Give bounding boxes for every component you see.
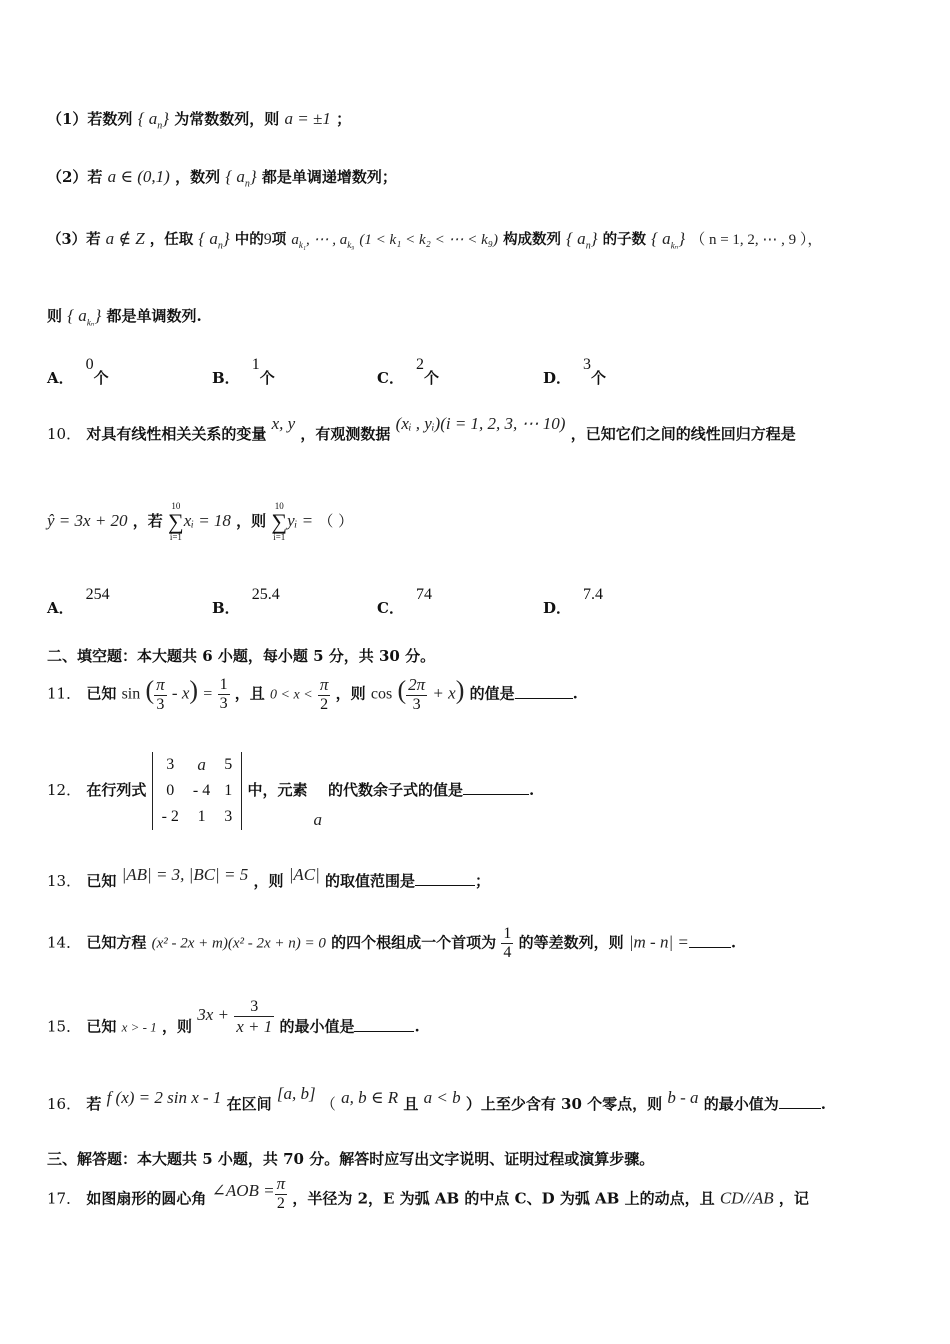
seq-close: } — [249, 167, 257, 186]
seq-sub: n — [244, 178, 250, 190]
q9-option-a[interactable] — [47, 356, 109, 388]
math-function: f (x) = 2 sin x - 1 — [106, 1088, 222, 1107]
text: ）上至少含有 30 个零点，则 — [465, 1095, 663, 1113]
option-value: 2 — [415, 356, 424, 373]
seq-open: { a — [137, 109, 158, 128]
text: ，则 — [236, 512, 267, 530]
q16 — [47, 1084, 827, 1114]
det-cell: - 2 — [161, 808, 179, 825]
q9-statement-1 — [47, 108, 351, 131]
text: 的四个根组成一个首项为 — [331, 933, 497, 952]
det-cell: a — [197, 755, 206, 774]
paren-open: ( — [397, 675, 407, 705]
frac-top: 1 — [503, 925, 512, 942]
determinant — [152, 752, 243, 830]
frac-bottom: 3 — [412, 696, 421, 713]
question-number: 13． — [47, 872, 82, 890]
seq-open: { a — [225, 167, 245, 186]
math-vars: x, y — [271, 414, 296, 433]
text: （2）若 — [47, 168, 103, 186]
text: 若 — [86, 1095, 102, 1113]
frac-bottom: 2 — [276, 1195, 285, 1212]
seq-a-kn — [67, 306, 102, 328]
seq-open: { a — [198, 229, 218, 248]
answer-blank[interactable] — [689, 933, 731, 948]
frac-bottom: 3 — [219, 695, 228, 712]
option-unit: 个 — [93, 369, 109, 387]
option-value: 254 — [85, 586, 110, 603]
answer-blank[interactable] — [779, 1094, 821, 1109]
option-label: B． — [212, 599, 240, 617]
option-label: A． — [47, 599, 74, 617]
sum-x — [168, 502, 184, 542]
math-plus-x: + x — [432, 683, 456, 703]
frac-top: 2π — [408, 675, 426, 694]
frac-2pi-3 — [406, 675, 427, 714]
seq-close: } — [590, 229, 598, 248]
q10-line-1 — [47, 414, 796, 444]
q13 — [47, 865, 491, 891]
det-cell: 3 — [166, 756, 175, 773]
text: 的最小值是 — [279, 1017, 355, 1036]
text: 对具有线性相关关系的变量 — [86, 425, 267, 443]
paren-close: ) — [189, 675, 199, 705]
frac-bottom: 2 — [320, 696, 329, 713]
seq-sub: n — [217, 240, 223, 252]
sum-y — [271, 502, 287, 542]
question-number: 17． — [47, 1189, 82, 1208]
det-cell: - 4 — [192, 782, 211, 799]
option-label: C． — [377, 369, 404, 387]
text: 已知 — [86, 1017, 117, 1036]
text: ，则 — [335, 684, 366, 703]
math-regression: ŷ = 3x + 20 — [47, 511, 128, 530]
q14 — [47, 925, 736, 962]
seq-a-n — [198, 229, 230, 252]
option-unit: 个 — [259, 369, 275, 387]
q9-option-c[interactable] — [377, 356, 439, 388]
text: ，任取 — [149, 231, 194, 248]
math-parallel: CD//AB — [719, 1188, 774, 1208]
q9-statement-3 — [47, 228, 822, 251]
answer-blank[interactable] — [415, 871, 475, 886]
text: 的等差数列，则 — [518, 933, 624, 952]
q11 — [47, 675, 578, 714]
math-minus-x: - x — [171, 683, 190, 703]
sum-top: 10 — [171, 501, 181, 511]
q9-statement-2 — [47, 166, 397, 189]
text: 如图扇形的圆心角 — [86, 1189, 207, 1208]
math-interval: [a, b] — [276, 1084, 316, 1103]
seq-a-n — [566, 229, 598, 252]
text: ，则 — [253, 872, 284, 890]
text: . — [529, 781, 535, 799]
paren-open: ( — [145, 675, 155, 705]
math-a-pm1: a = ±1 — [284, 109, 331, 128]
q15 — [47, 998, 420, 1047]
q10-option-a[interactable] — [47, 586, 110, 618]
text: 中，元素 — [247, 781, 308, 799]
question-number: 14． — [47, 933, 82, 952]
option-label: B． — [212, 369, 240, 387]
section-2-heading: 二、填空题：本大题共 6 小题，每小题 5 分，共 30 分。 — [47, 647, 436, 665]
text: 已知方程 — [86, 933, 147, 952]
math-cond: a, b ∈ R — [341, 1088, 399, 1107]
math-angle: ∠AOB = — [211, 1180, 275, 1200]
text: ，且 — [234, 684, 265, 703]
question-number: 10． — [47, 425, 82, 443]
text: ，已知它们之间的线性回归方程是 — [570, 425, 796, 443]
math-range: 0 < x < — [270, 687, 313, 703]
option-label: D． — [543, 369, 572, 387]
frac-pi-3 — [154, 675, 167, 714]
text: . — [414, 1017, 420, 1036]
seq-sub: kₙ — [86, 317, 95, 328]
frac-pi-2 — [275, 1174, 288, 1213]
sum-icon: ∑ — [168, 509, 184, 534]
seq-sub: kₙ — [670, 240, 679, 251]
text: 则 — [47, 307, 63, 325]
math-diff: b - a — [667, 1088, 699, 1107]
text: ，数列 — [175, 168, 221, 186]
det-cell: 1 — [224, 782, 233, 799]
math-lengths: |AB| = 3, |BC| = 5 — [121, 865, 249, 884]
seq-open: { a — [651, 229, 671, 248]
text: 的值是 — [469, 684, 515, 703]
text: ，记 — [778, 1189, 809, 1208]
text: （1）若数列 — [47, 110, 133, 128]
frac-top: π — [319, 675, 329, 694]
answer-blank[interactable] — [463, 780, 529, 795]
text: 的最小值为 — [703, 1095, 779, 1113]
section-3-heading: 三、解答题：本大题共 5 小题，共 70 分。解答时应写出文字说明、证明过程或演算步骤。 — [47, 1150, 655, 1168]
q10-option-c[interactable] — [377, 586, 432, 618]
text: （ — [320, 1095, 336, 1113]
det-cell: 1 — [197, 808, 206, 825]
text: ； — [475, 872, 491, 890]
text: ，半径为 2，E 为弧 AB 的中点 C、D 为弧 AB 上的动点，且 — [292, 1189, 715, 1208]
math-nine: 9 — [263, 231, 272, 248]
det-cell: 5 — [224, 756, 233, 773]
frac-bottom: x + 1 — [236, 1017, 273, 1036]
question-number: 11． — [47, 684, 82, 703]
text: 的取值范围是 — [325, 872, 416, 890]
text: . — [730, 933, 737, 952]
option-value: 0 — [85, 356, 94, 373]
seq-sub: n — [157, 120, 163, 132]
math-sin: sin — [121, 685, 141, 703]
terms — [291, 232, 354, 248]
text: 的代数余子式的值是 — [327, 781, 463, 799]
math-m-n: |m - n| = — [628, 932, 689, 952]
option-value: 74 — [415, 586, 432, 603]
seq-close: } — [94, 306, 102, 325]
frac-bottom: 4 — [503, 944, 512, 961]
math-a-notin-z: a ∉ Z — [105, 229, 145, 248]
text: 中的 — [234, 231, 264, 248]
q12 — [47, 752, 534, 830]
frac-1-3 — [218, 676, 230, 713]
option-label: D． — [543, 599, 572, 617]
seq-close: } — [678, 229, 686, 248]
frac-top: 3 — [234, 998, 274, 1017]
math-sum-x: xᵢ = 18 — [183, 511, 231, 530]
q10-option-b[interactable] — [212, 586, 280, 618]
text: ，则 — [161, 1017, 192, 1036]
text: 都是单调数列. — [106, 307, 202, 325]
math-ac: |AC| — [288, 865, 320, 884]
text: 在区间 — [226, 1095, 272, 1113]
frac-top: 1 — [219, 676, 228, 693]
math-elem-a: a — [313, 810, 322, 829]
option-unit: 个 — [591, 369, 607, 387]
seq-a-n — [137, 109, 170, 132]
math-cond: (1 < k₁ < k₂ < ⋯ < k₉) — [359, 232, 498, 248]
text: 已知 — [86, 684, 117, 703]
frac-top: π — [276, 1174, 286, 1193]
math-cond: x > - 1 — [121, 1019, 157, 1035]
q17 — [47, 1174, 809, 1219]
term-sub: k₉ — [347, 240, 355, 250]
option-label: A． — [47, 369, 74, 387]
q9-option-d[interactable] — [543, 356, 607, 388]
seq-close: } — [222, 229, 230, 248]
sum-icon: ∑ — [271, 509, 288, 534]
math-data: (xᵢ , yᵢ)(i = 1, 2, 3, ⋯ 10) — [395, 414, 566, 433]
seq-open: { a — [67, 306, 87, 325]
option-value: 1 — [251, 356, 260, 373]
math-expr: 3x + — [197, 1004, 229, 1024]
seq-a-n — [225, 167, 257, 190]
term-a: a — [291, 232, 299, 248]
text: 且 — [403, 1095, 419, 1113]
answer-paren: （ ） — [318, 512, 354, 530]
text: 已知 — [86, 872, 117, 890]
math-range: （ n = 1, 2, ⋯ , 9 ）， — [690, 232, 823, 248]
q10-option-d[interactable] — [543, 586, 604, 618]
text: ，有观测数据 — [300, 425, 391, 443]
q9-statement-4 — [47, 305, 202, 328]
option-value: 7.4 — [583, 586, 604, 603]
option-label: C． — [377, 599, 404, 617]
option-value: 3 — [583, 356, 592, 373]
answer-blank[interactable] — [515, 684, 573, 699]
q9-option-b[interactable] — [212, 356, 275, 388]
term-sub: k₁ — [298, 240, 306, 250]
q10-line-2 — [47, 502, 353, 542]
text: 为常数数列，则 — [174, 110, 280, 128]
frac-pi-2 — [318, 675, 331, 714]
det-row — [155, 778, 240, 804]
paren-close: ) — [455, 675, 465, 705]
math-sum-y: yᵢ = — [287, 511, 314, 530]
frac-top: π — [156, 675, 165, 694]
term-rest: , ⋯ , a — [305, 232, 348, 248]
question-number: 16． — [47, 1095, 82, 1113]
seq-close: } — [162, 109, 170, 128]
option-unit: 个 — [423, 369, 439, 387]
text: （3）若 — [47, 231, 101, 248]
seq-a-kn — [651, 229, 686, 251]
det-cell: 3 — [224, 808, 233, 825]
text: . — [572, 684, 578, 703]
sum-bottom: i=1 — [273, 532, 286, 542]
question-number: 15． — [47, 1017, 82, 1036]
math-a-in-01: a ∈ (0,1) — [107, 167, 170, 186]
frac-bottom: 3 — [156, 696, 165, 713]
question-number: 12． — [47, 781, 82, 799]
text: ，若 — [132, 512, 163, 530]
seq-open: { a — [566, 229, 586, 248]
det-row — [155, 752, 240, 778]
math-equation: (x² - 2x + m)(x² - 2x + n) = 0 — [151, 935, 326, 952]
text: 在行列式 — [86, 781, 147, 799]
det-row — [155, 804, 240, 830]
text: . — [820, 1095, 827, 1113]
text: 的子数 — [602, 231, 647, 248]
option-value: 25.4 — [251, 586, 280, 603]
det-cell: 0 — [166, 782, 175, 799]
math-eq: = — [203, 685, 213, 703]
math-cond2: a < b — [423, 1088, 461, 1107]
text: ； — [336, 110, 352, 128]
seq-sub: n — [585, 240, 591, 252]
text: 构成数列 — [503, 231, 562, 248]
math-cos: cos — [370, 685, 393, 703]
text: 项 — [271, 231, 287, 248]
answer-blank[interactable] — [354, 1017, 414, 1032]
frac-3-x1 — [234, 998, 274, 1037]
frac-1-4 — [501, 925, 513, 962]
sum-top: 10 — [274, 501, 284, 511]
text: 都是单调递增数列； — [261, 168, 397, 186]
sum-bottom: i=1 — [169, 532, 182, 542]
